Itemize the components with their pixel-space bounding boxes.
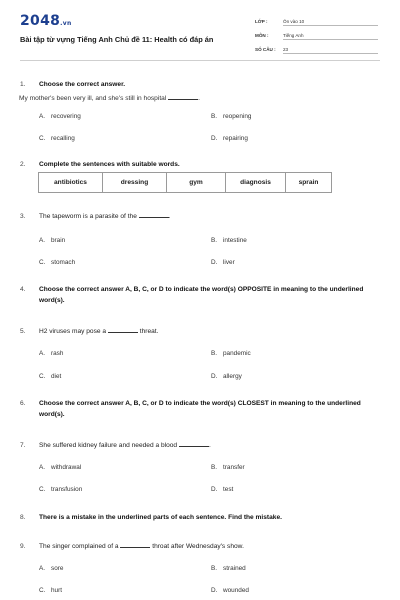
option-c[interactable]: C. stomach: [39, 259, 76, 266]
word-bank-item: antibiotics: [39, 173, 103, 192]
option-b[interactable]: B. pandemic: [211, 350, 251, 357]
answer-blank[interactable]: [139, 212, 169, 218]
meta-count-label: SỐ CÂU :: [255, 47, 276, 52]
option-d[interactable]: D. repairing: [211, 135, 248, 142]
option-c[interactable]: C. transfusion: [39, 486, 83, 493]
question-instruction: Complete the sentences with suitable words.: [39, 161, 180, 168]
header-divider: [20, 60, 380, 61]
question-instruction: There is a mistake in the underlined parts of each sentence. Find the mistake.: [39, 514, 282, 521]
option-a[interactable]: A. recovering: [39, 113, 81, 120]
question-instruction: Choose the correct answer.: [39, 81, 126, 88]
question-number: 3.: [20, 213, 26, 220]
option-b[interactable]: B. reopening: [211, 113, 252, 120]
question-number: 9.: [20, 543, 26, 550]
question-text: She suffered kidney failure and needed a blood .: [39, 442, 211, 449]
question-instruction: Choose the correct answer A, B, C, or D to indicate the word(s) CLOSEST in meaning to the underlined word(s).: [39, 400, 361, 418]
question-text: The singer complained of a throat after Wednesday's show.: [39, 543, 244, 550]
meta-count-value: 23: [283, 47, 378, 54]
option-a[interactable]: A. brain: [39, 237, 66, 244]
meta-subject-label: MÔN :: [255, 33, 269, 38]
question-number: 2.: [20, 161, 26, 168]
question-number: 6.: [20, 400, 26, 407]
question-number: 4.: [20, 286, 26, 293]
option-b[interactable]: B. strained: [211, 565, 246, 572]
document-title: Bài tập từ vựng Tiếng Anh Chủ đề 11: Health có đáp án: [20, 35, 214, 44]
question-number: 1.: [20, 81, 26, 88]
site-logo[interactable]: 2048.vn: [20, 13, 72, 29]
option-d[interactable]: D. test: [211, 486, 234, 493]
option-c[interactable]: C. diet: [39, 373, 62, 380]
option-a[interactable]: A. withdrawal: [39, 464, 82, 471]
question-number: 7.: [20, 442, 26, 449]
question-text: H2 viruses may pose a threat.: [39, 328, 159, 335]
question-number: 8.: [20, 514, 26, 521]
question-text: The tapeworm is a parasite of the .: [39, 213, 171, 220]
option-d[interactable]: D. allergy: [211, 373, 242, 380]
question-number: 5.: [20, 328, 26, 335]
question-instruction: Choose the correct answer A, B, C, or D to indicate the word(s) OPPOSITE in meaning to the underlined word(s).: [39, 286, 364, 304]
option-a[interactable]: A. sore: [39, 565, 64, 572]
word-bank-item: sprain: [298, 179, 319, 186]
word-bank-item: diagnosis: [226, 173, 286, 192]
option-b[interactable]: B. intestine: [211, 237, 247, 244]
meta-class-label: LỚP :: [255, 19, 268, 24]
word-bank-item: dressing: [103, 173, 167, 192]
answer-blank[interactable]: [179, 441, 209, 447]
answer-blank[interactable]: [120, 542, 150, 548]
option-a[interactable]: A. rash: [39, 350, 64, 357]
option-d[interactable]: D. wounded: [211, 587, 249, 594]
option-d[interactable]: D. liver: [211, 259, 235, 266]
meta-class-value: Ôn vào 10: [283, 19, 378, 26]
option-c[interactable]: C. hurt: [39, 587, 63, 594]
question-1-sentence: My mother's been very ill, and she's still in hospital .: [19, 95, 200, 102]
meta-subject-value: Tiếng Anh: [283, 33, 378, 40]
word-bank-item: gym: [167, 173, 226, 192]
word-bank: [38, 172, 332, 193]
option-b[interactable]: B. transfer: [211, 464, 245, 471]
answer-blank[interactable]: [108, 327, 138, 333]
answer-blank[interactable]: [168, 94, 198, 100]
option-c[interactable]: C. recalling: [39, 135, 75, 142]
